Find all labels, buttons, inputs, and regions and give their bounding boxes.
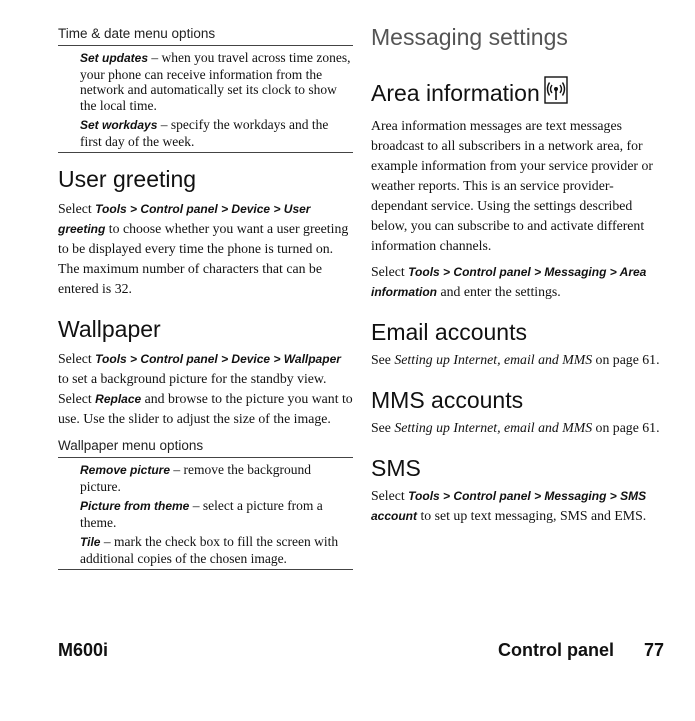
menu-path: Tools > Control panel > Messaging > SMS account <box>371 489 647 523</box>
text: on page 61. <box>592 352 660 367</box>
menu-item-text: – remove the background picture. <box>80 462 311 494</box>
menu-path: Tools > Control panel > Messaging > Area information <box>371 265 647 299</box>
text: and enter the settings. <box>437 284 561 299</box>
text: Select <box>371 488 409 503</box>
text: See <box>371 352 395 367</box>
mms-accounts-paragraph <box>371 418 666 438</box>
text: on page 61. <box>592 420 660 435</box>
area-information-instructions <box>371 262 666 302</box>
time-date-menu-title: Time & date menu options <box>58 26 216 41</box>
user-greeting-paragraph <box>58 199 353 299</box>
footer-section: Control panel <box>498 640 614 660</box>
wallpaper-paragraph <box>58 349 353 429</box>
text: Select <box>58 351 96 366</box>
menu-item-text: – mark the check box to fill the screen with additional copies of the chosen image. <box>80 534 339 566</box>
menu-item-set-updates <box>58 50 353 113</box>
text: Select <box>371 264 409 279</box>
user-greeting-heading: User greeting <box>58 166 197 192</box>
footer-model: M600i <box>58 640 109 660</box>
text: Select <box>58 201 96 216</box>
divider <box>58 152 353 153</box>
divider <box>58 457 353 458</box>
email-accounts-heading: Email accounts <box>371 319 527 345</box>
area-information-heading <box>371 76 666 110</box>
text: See <box>371 420 395 435</box>
cross-reference: Setting up Internet, email and MMS <box>394 420 593 435</box>
right-column <box>371 22 666 526</box>
menu-item-term: Set workdays <box>80 118 158 132</box>
menu-item-text: – when you travel across time zones, your phone can receive information from the network and automatically set its clock to show the local time. <box>80 50 351 113</box>
menu-item-term: Tile <box>80 535 101 549</box>
sms-heading: SMS <box>371 455 421 481</box>
wallpaper-menu-title: Wallpaper menu options <box>58 438 204 453</box>
divider <box>58 569 353 570</box>
menu-item-text: – select a picture from a theme. <box>80 498 323 530</box>
menu-item-set-workdays <box>58 117 353 149</box>
menu-item-text: – specify the workdays and the first day of the week. <box>80 117 329 149</box>
menu-item-term: Set updates <box>80 51 149 65</box>
menu-path: Tools > Control panel > Device > Wallpaper <box>95 352 341 366</box>
heading-text: Area information <box>371 80 540 106</box>
wallpaper-heading: Wallpaper <box>58 316 161 342</box>
cross-reference: Setting up Internet, email and MMS <box>394 352 593 367</box>
text: to set up text messaging, SMS and EMS. <box>417 508 647 523</box>
sms-paragraph <box>371 486 666 526</box>
page-heading: Messaging settings <box>371 24 568 50</box>
text: to set a background picture for the standby view. Select <box>58 371 327 406</box>
menu-item-remove-picture <box>58 462 353 494</box>
network-icon <box>544 76 568 110</box>
menu-path: Tools > Control panel > Device > User greeting <box>58 202 311 236</box>
text: and browse to the picture you want to use. Use the slider to adjust the size of the image. <box>58 391 353 426</box>
mms-accounts-heading: MMS accounts <box>371 387 524 413</box>
text: to choose whether you want a user greeting to be displayed every time the phone is turned on. The maximum number of characters that can be entered is 32. <box>58 221 349 296</box>
menu-item-term: Remove picture <box>80 463 171 477</box>
divider <box>58 45 353 46</box>
email-accounts-paragraph <box>371 350 666 370</box>
left-column <box>58 22 353 570</box>
page-number: 77 <box>644 640 665 660</box>
area-information-paragraph: Area information messages are text messages broadcast to all subscribers in a network area, for example information from your service provider or weather reports. This is an service provider-dependant service. Using the settings described below, you can subscribe to and activate different information channels. <box>371 118 653 253</box>
menu-item-picture-from-theme <box>58 498 353 530</box>
menu-item-term: Picture from theme <box>80 499 190 513</box>
menu-option: Replace <box>95 392 142 406</box>
menu-item-tile <box>58 534 353 566</box>
